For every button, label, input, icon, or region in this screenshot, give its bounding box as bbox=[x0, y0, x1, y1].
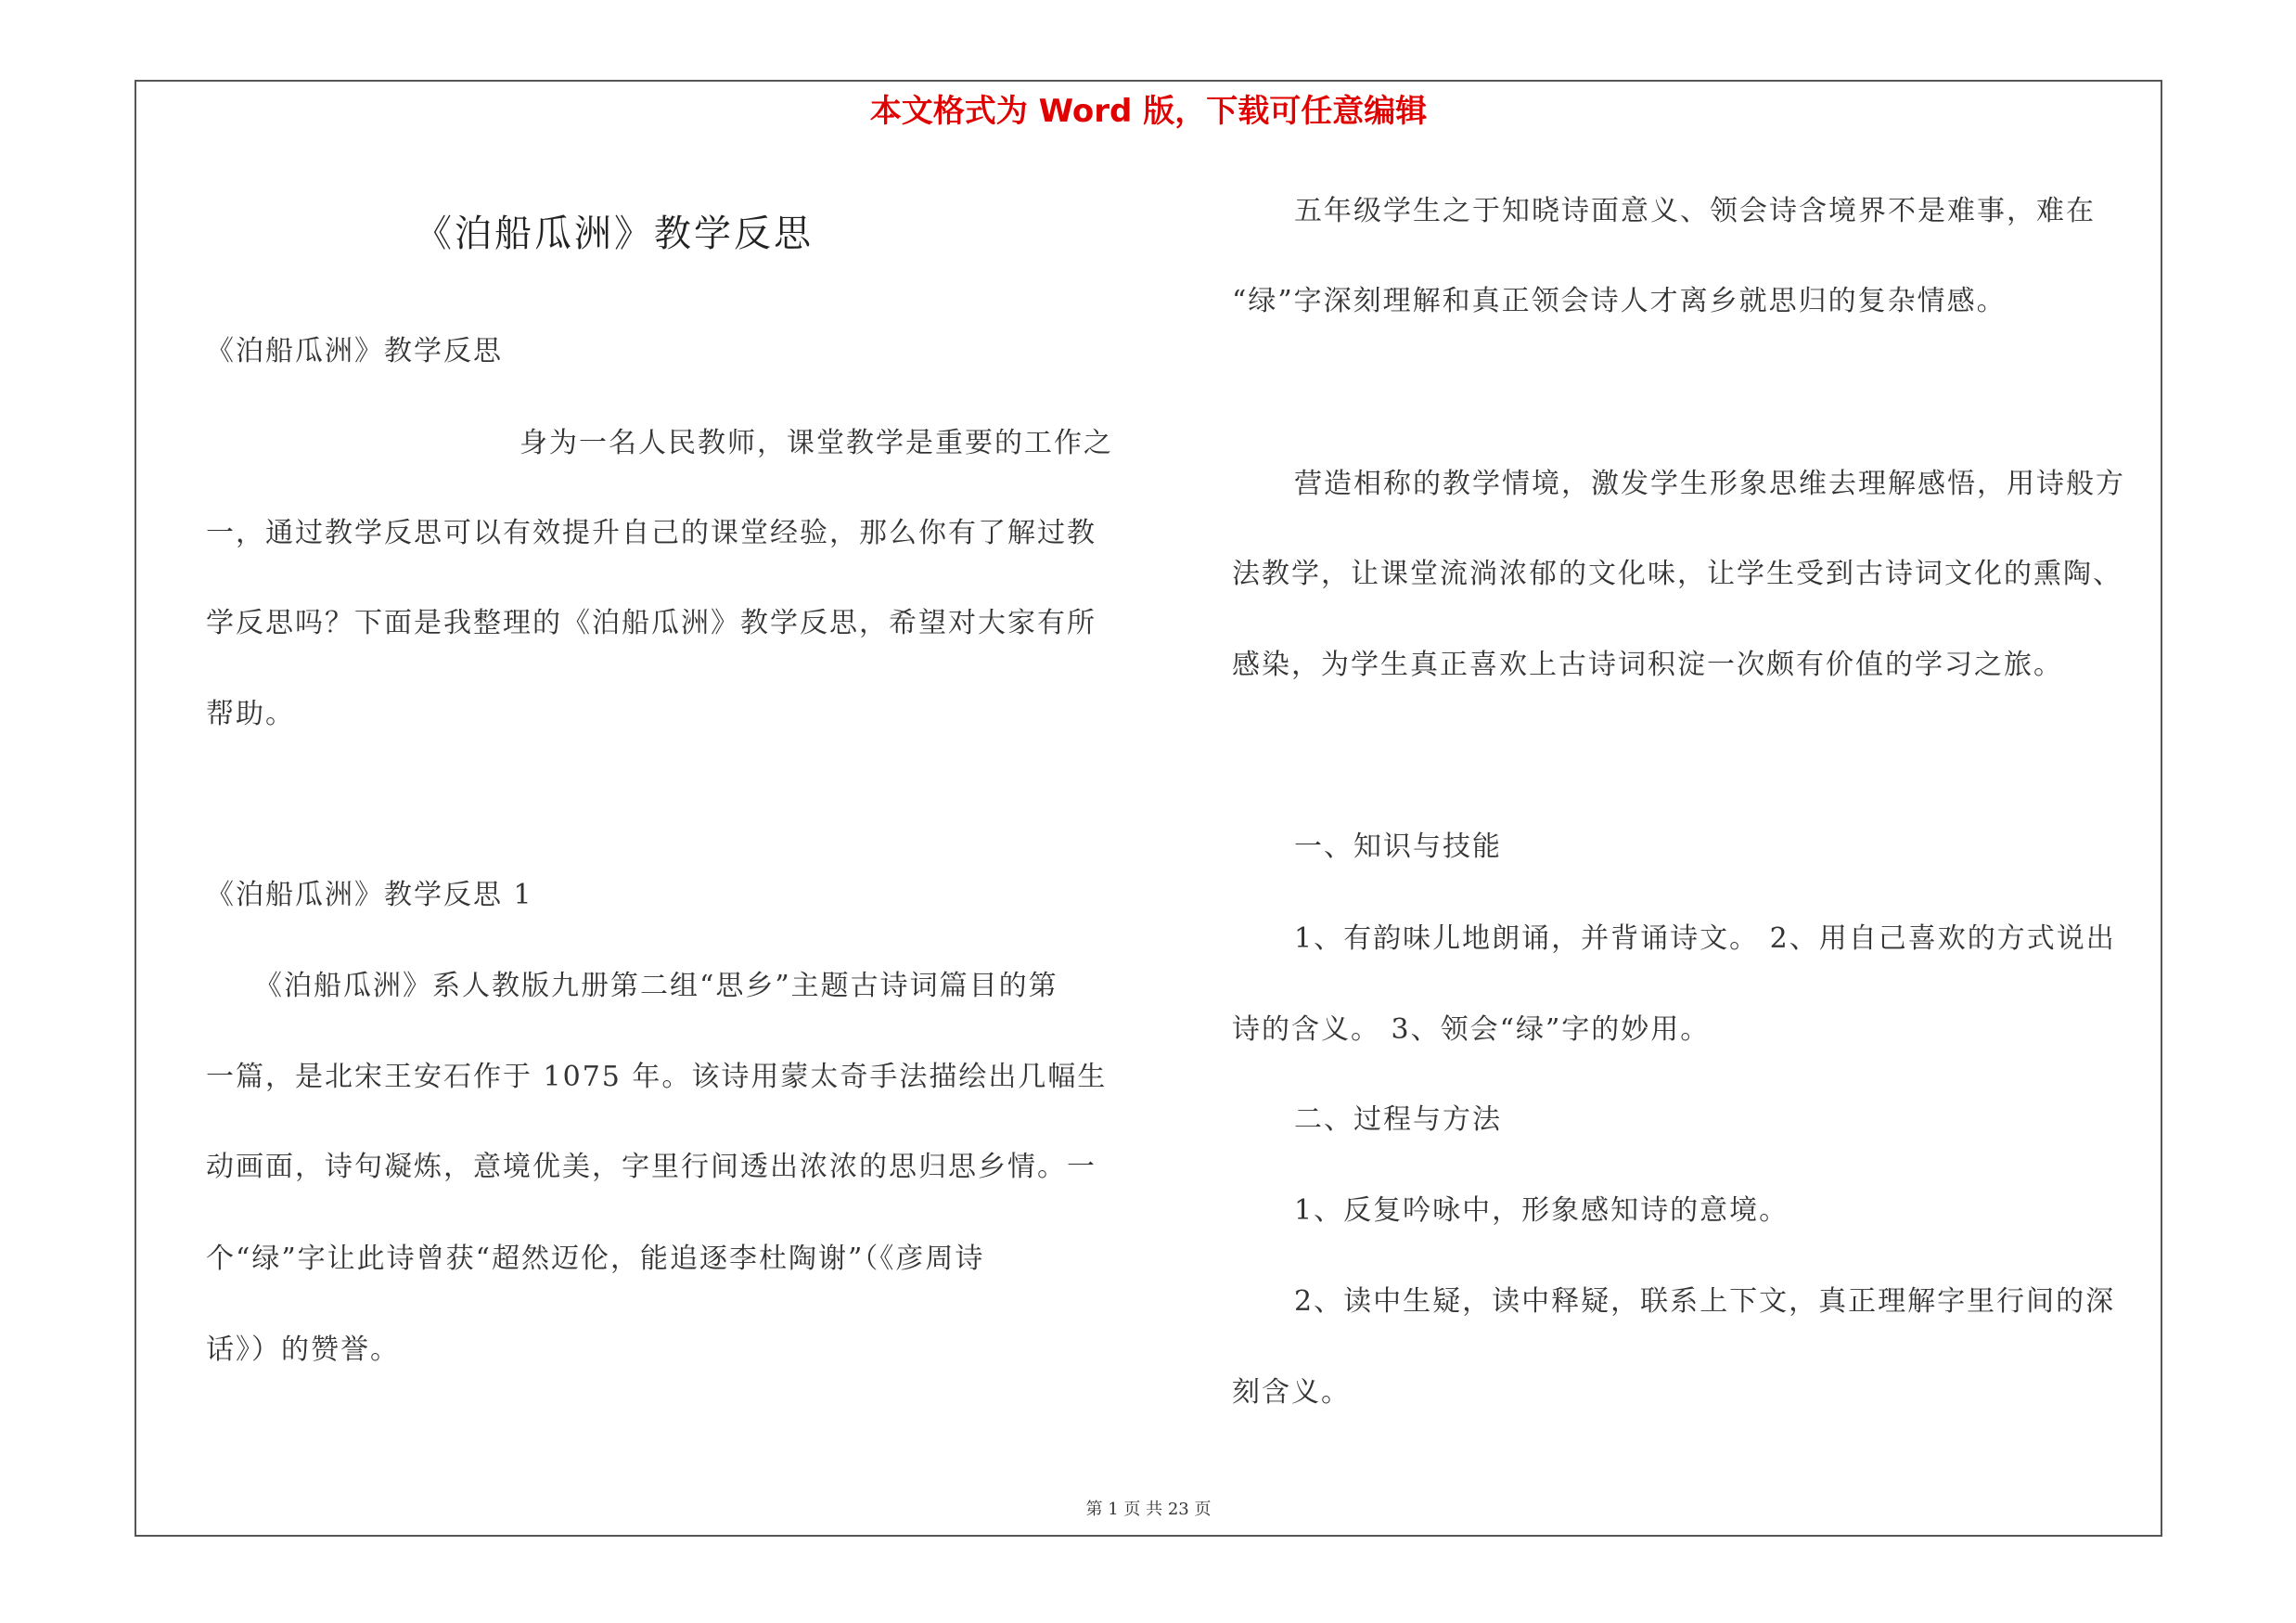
paragraph-line: 营造相称的教学情境，激发学生形象思维去理解感悟，用诗般方 bbox=[1294, 468, 2125, 500]
section-heading: 《泊船瓜洲》教学反思 1 bbox=[206, 879, 533, 911]
paragraph-line: 2、读中生疑，读中释疑，联系上下文，真正理解字里行间的深 bbox=[1294, 1285, 2116, 1318]
paragraph-line: 学反思吗？下面是我整理的《泊船瓜洲》教学反思，希望对大家有所 bbox=[206, 607, 1097, 639]
paragraph-line: 法教学，让课堂流淌浓郁的文化味，让学生受到古诗词文化的熏陶、 bbox=[1232, 558, 2123, 590]
document-title: 《泊船瓜洲》教学反思 bbox=[415, 213, 814, 255]
page-number-footer: 第 1 页 共 23 页 bbox=[1085, 1500, 1212, 1519]
paragraph-line: “绿”字深刻理解和真正领会诗人才离乡就思归的复杂情感。 bbox=[1232, 285, 2007, 317]
section-heading: 一、知识与技能 bbox=[1294, 831, 1502, 863]
paragraph-line: 话》）的赞誉。 bbox=[206, 1333, 400, 1366]
paragraph-line: 身为一名人民教师，课堂教学是重要的工作之 bbox=[519, 427, 1113, 459]
paragraph-line: 个“绿”字让此诗曾获“超然迈伦，能追逐李杜陶谢”（《彦周诗 bbox=[206, 1243, 985, 1275]
editable-format-banner: 本文格式为 Word 版，下载可任意编辑 bbox=[869, 93, 1428, 130]
subtitle-line: 《泊船瓜洲》教学反思 bbox=[206, 335, 503, 367]
section-heading: 二、过程与方法 bbox=[1294, 1103, 1502, 1136]
paragraph-line: 刻含义。 bbox=[1232, 1376, 1351, 1409]
paragraph-line: 帮助。 bbox=[206, 698, 295, 730]
paragraph-line: 1、反复吟咏中，形象感知诗的意境。 bbox=[1294, 1194, 1789, 1227]
paragraph-line: 1、有韵味儿地朗诵，并背诵诗文。 2、用自己喜欢的方式说出 bbox=[1294, 922, 2116, 955]
paragraph-line: 五年级学生之于知晓诗面意义、领会诗含境界不是难事，难在 bbox=[1294, 195, 2096, 227]
paragraph-line: 一篇，是北宋王安石作于 1075 年。该诗用蒙太奇手法描绘出几幅生 bbox=[206, 1061, 1108, 1093]
paragraph-line: 感染，为学生真正喜欢上古诗词积淀一次颇有价值的学习之旅。 bbox=[1232, 649, 2063, 681]
paragraph-line: 诗的含义。 3、领会“绿”字的妙用。 bbox=[1232, 1013, 1711, 1046]
paragraph-line: 一，通过教学反思可以有效提升自己的课堂经验，那么你有了解过教 bbox=[206, 517, 1097, 549]
paragraph-line: 《泊船瓜洲》系人教版九册第二组“思乡”主题古诗词篇目的第 bbox=[254, 970, 1058, 1002]
paragraph-line: 动画面，诗句凝炼，意境优美，字里行间透出浓浓的思归思乡情。一 bbox=[206, 1151, 1097, 1183]
